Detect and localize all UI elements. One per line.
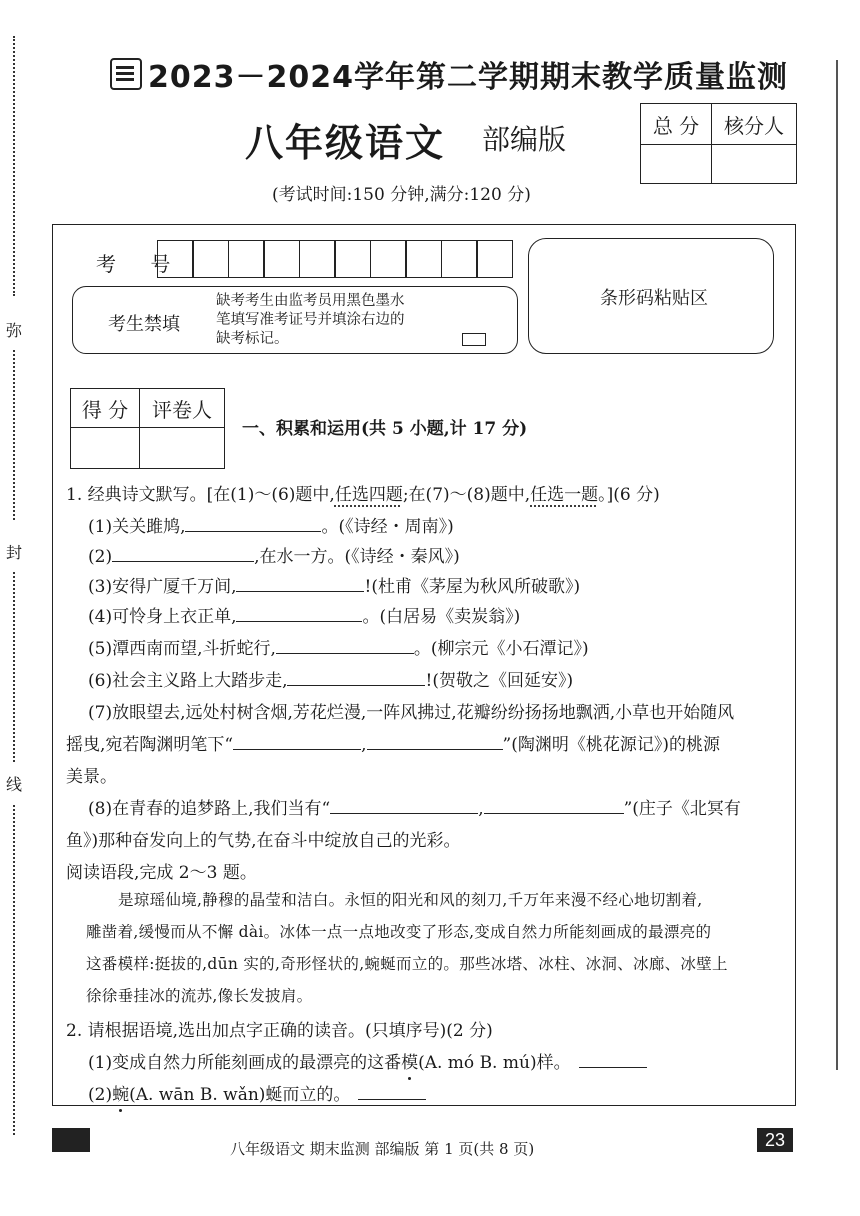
q1-item-text: (5)潭西南而望,斗折蛇行, bbox=[88, 639, 276, 659]
right-margin-line bbox=[836, 60, 838, 1070]
total-score-table bbox=[640, 103, 797, 184]
binding-char-xian: 线 bbox=[6, 775, 23, 794]
answer-blank[interactable] bbox=[233, 735, 361, 750]
q1-item-text: 摇曳,宛若陶渊明笔下“ bbox=[66, 735, 234, 755]
candidate-digit-box[interactable] bbox=[263, 240, 300, 278]
exam-info: (考试时间:150 分钟,满分:120 分) bbox=[272, 185, 531, 205]
q1-item-text: (2) bbox=[88, 547, 113, 567]
grader-name-cell[interactable] bbox=[140, 428, 225, 469]
candidate-digit-box[interactable] bbox=[476, 240, 513, 278]
q1-item-8-line1 bbox=[88, 794, 741, 819]
q1-item-text: (4)可怜身上衣正单, bbox=[88, 607, 237, 627]
candidate-digit-box[interactable] bbox=[370, 240, 407, 278]
q1-item-text: ”(庄子《北冥有 bbox=[623, 799, 741, 819]
q1-item-text: 。(《诗经・周南》) bbox=[321, 517, 454, 537]
q1-stem-emph: 任选四题 bbox=[334, 485, 403, 505]
q1-stem-part: 。](6 分) bbox=[598, 485, 660, 505]
answer-blank[interactable] bbox=[236, 577, 364, 592]
q1-item-7-line3: 美景。 bbox=[66, 767, 117, 787]
candidate-digit-box[interactable] bbox=[157, 240, 194, 278]
binding-dotted-line bbox=[13, 805, 15, 1135]
q1-stem-part: ;在(7)～(8)题中, bbox=[402, 485, 531, 505]
q1-stem-part: 1. 经典诗文默写。[在(1)～(6)题中, bbox=[66, 485, 335, 505]
q1-item-2 bbox=[88, 542, 460, 567]
passage-line: 徐徐垂挂冰的流苏,像长发披肩。 bbox=[86, 987, 313, 1005]
candidate-digit-box[interactable] bbox=[299, 240, 336, 278]
q1-item-text: 。(白居易《卖炭翁》) bbox=[362, 607, 521, 627]
q1-item-4 bbox=[88, 602, 520, 627]
page-footer: 八年级语文 期末监测 部编版 第 1 页(共 8 页) bbox=[230, 1140, 535, 1158]
q1-item-text: !(贺敬之《回延安》) bbox=[425, 671, 574, 691]
candidate-digit-box[interactable] bbox=[192, 240, 229, 278]
q1-stem-emph: 任选一题 bbox=[530, 485, 599, 505]
q1-stem bbox=[66, 480, 660, 505]
reading-intro: 阅读语段,完成 2～3 题。 bbox=[66, 863, 257, 883]
grader-table bbox=[70, 388, 225, 469]
q1-item-text: , bbox=[478, 799, 484, 819]
q2-item-2 bbox=[88, 1080, 426, 1105]
q1-item-text: 。(柳宗元《小石潭记》) bbox=[413, 639, 589, 659]
forbidden-line: 缺考标记。 bbox=[216, 331, 289, 347]
candidate-digit-box[interactable] bbox=[334, 240, 371, 278]
q2-item-text: (A. wān B. wǎn)蜒而立的。 bbox=[129, 1085, 351, 1105]
checker-cell[interactable] bbox=[712, 145, 797, 184]
q2-dotted-char: 模 bbox=[401, 1053, 419, 1073]
answer-blank[interactable] bbox=[367, 735, 503, 750]
candidate-number-label: 考 号 bbox=[96, 252, 185, 276]
answer-blank[interactable] bbox=[276, 639, 414, 654]
binding-char-mi: 弥 bbox=[6, 321, 23, 340]
q1-item-3 bbox=[88, 572, 580, 597]
passage-line: 雕凿着,缓慢而从不懈 dài。冰体一点一点地改变了形态,变成自然力所能刻画成的最漂亮的 bbox=[86, 923, 712, 941]
grader-name-header: 评卷人 bbox=[140, 389, 225, 428]
exam-logo-icon bbox=[110, 58, 142, 90]
exam-title bbox=[110, 52, 788, 96]
candidate-digit-box[interactable] bbox=[405, 240, 442, 278]
binding-dotted-line bbox=[13, 36, 15, 296]
q1-item-7-line2 bbox=[66, 730, 720, 755]
q1-item-1 bbox=[88, 512, 454, 537]
q1-item-text: , bbox=[361, 735, 367, 755]
binding-dotted-line bbox=[13, 572, 15, 762]
forbidden-instructions bbox=[216, 292, 446, 349]
q1-item-text: (8)在青春的追梦路上,我们当有“ bbox=[88, 799, 331, 819]
candidate-digit-box[interactable] bbox=[441, 240, 478, 278]
q2-dotted-char: 蜿 bbox=[112, 1085, 130, 1105]
q2-item-text: (A. mó B. mú)样。 bbox=[418, 1053, 571, 1073]
footer-mark bbox=[52, 1128, 90, 1152]
q2-stem: 2. 请根据语境,选出加点字正确的读音。(只填序号)(2 分) bbox=[66, 1021, 493, 1041]
grader-score-cell[interactable] bbox=[71, 428, 140, 469]
answer-blank[interactable] bbox=[579, 1053, 647, 1068]
candidate-digit-box[interactable] bbox=[228, 240, 265, 278]
binding-char-feng: 封 bbox=[6, 543, 23, 562]
total-score-header: 总 分 bbox=[641, 104, 712, 145]
q1-item-text: (6)社会主义路上大踏步走, bbox=[88, 671, 288, 691]
q2-item-1 bbox=[88, 1048, 647, 1073]
answer-blank[interactable] bbox=[287, 671, 425, 686]
answer-blank[interactable] bbox=[358, 1085, 426, 1100]
forbidden-line: 缺考考生由监考员用黑色墨水 bbox=[216, 293, 405, 309]
total-score-cell[interactable] bbox=[641, 145, 712, 184]
candidate-number-boxes[interactable] bbox=[158, 240, 513, 278]
grader-score-header: 得 分 bbox=[71, 389, 140, 428]
q2-item-text: (1)变成自然力所能刻画成的最漂亮的这番 bbox=[88, 1053, 402, 1073]
q1-item-text: (1)关关雎鸠, bbox=[88, 517, 186, 537]
q1-item-text: (3)安得广厦千万间, bbox=[88, 577, 237, 597]
exam-title-text: 2023－2024学年第二学期期末教学质量监测 bbox=[148, 60, 788, 95]
q1-item-6 bbox=[88, 666, 573, 691]
edition-label: 部编版 bbox=[482, 123, 567, 156]
page-number-badge: 23 bbox=[757, 1128, 793, 1152]
section-1-title: 一、积累和运用(共 5 小题,计 17 分) bbox=[242, 419, 528, 439]
q1-item-text: !(杜甫《茅屋为秋风所破歌》) bbox=[364, 577, 581, 597]
barcode-label: 条形码粘贴区 bbox=[600, 288, 708, 309]
forbidden-label: 考生禁填 bbox=[108, 314, 180, 335]
q2-item-text: (2) bbox=[88, 1085, 113, 1105]
passage-line: 是琼瑶仙境,静穆的晶莹和洁白。永恒的阳光和风的刻刀,千万年来漫不经心地切割着, bbox=[118, 891, 703, 909]
q1-item-8-line2: 鱼》)那种奋发向上的气势,在奋斗中绽放自己的光彩。 bbox=[66, 831, 461, 851]
checker-header: 核分人 bbox=[712, 104, 797, 145]
passage-line: 这番模样:挺拔的,dūn 实的,奇形怪状的,蜿蜒而立的。那些冰塔、冰柱、冰洞、冰廊、冰壁上 bbox=[86, 955, 728, 973]
q1-item-text: ,在水一方。(《诗经・秦风》) bbox=[254, 547, 460, 567]
answer-blank[interactable] bbox=[236, 607, 362, 622]
q1-item-7-line1: (7)放眼望去,远处村树含烟,芳花烂漫,一阵风拂过,花瓣纷纷扬扬地飘洒,小草也开始随风 bbox=[88, 703, 735, 723]
q1-item-text: ”(陶渊明《桃花源记》)的桃源 bbox=[502, 735, 720, 755]
answer-blank[interactable] bbox=[484, 799, 624, 814]
absence-mark-box[interactable] bbox=[462, 333, 486, 346]
answer-blank[interactable] bbox=[112, 547, 254, 562]
answer-blank[interactable] bbox=[185, 517, 321, 532]
answer-blank[interactable] bbox=[330, 799, 478, 814]
binding-dotted-line bbox=[13, 350, 15, 520]
q1-item-5 bbox=[88, 634, 589, 659]
subject-title: 八年级语文 bbox=[245, 120, 446, 165]
forbidden-line: 笔填写准考证号并填涂右边的 bbox=[216, 312, 405, 328]
